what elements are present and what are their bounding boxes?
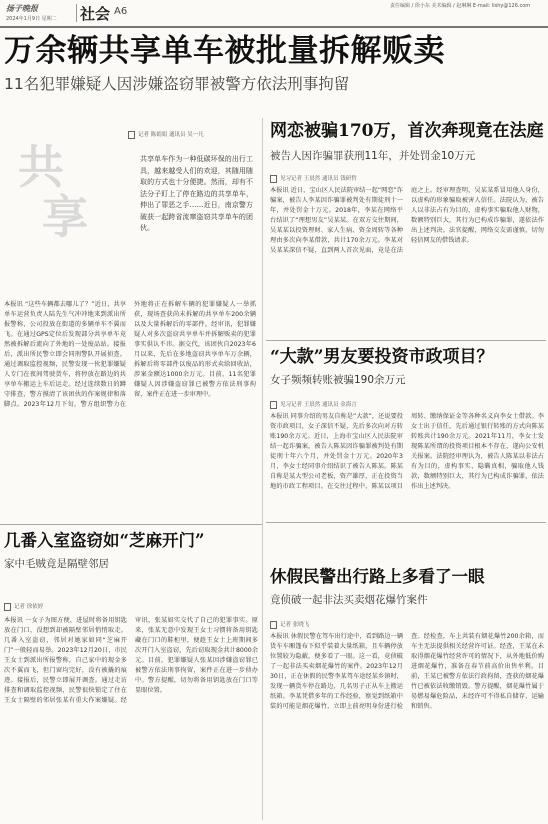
story2-headline: “大款”男友要投资市政项目？: [270, 347, 494, 367]
section-name: 社会: [80, 5, 111, 23]
story1-body: 本报讯 近日，宝山区人民法院审结一起“网恋”诈骗案，被告人李某因诈骗罪被判处有期徒刑十一年，并处罚金十万元。2018年，李某在网络平台结识了“理想男友”吴某某。在双方交往期间，吴某某以投资理财、家人生病、资金周转等各种理由多次向李某借款，共计170余万元。李某对吴某某深信不疑，直到两人首次见面，竟是在法庭之上。经审理查明，吴某某系冒用他人身份，以虚构的形象骗取被害人信任。法院认为，被告人以非法占有为目的，虚构事实骗取他人财物，数额特别巨大，其行为已构成诈骗罪，遂依法作出上述判决。法官提醒，网络交友需谨慎，切勿轻信网友的借钱请求。: [270, 187, 544, 254]
section-separator: [0, 524, 262, 525]
story3-byline: [4, 602, 124, 611]
page-number: A6: [114, 6, 128, 17]
story3-byline-text: 记者 徐依婷: [14, 604, 44, 610]
lead-story: [0, 118, 260, 524]
story3-body: 本报讯 一女子为图方便，进屋时将备用钥匙放在门口，没想到却被隔壁邻居悄悄取走。几番入室盗窃，邻居对她家如同“芝麻开门”一般轻而易举。2023年12月20日，市民王女士到派出所报警称，自己家中的现金多次不翼而飞，但门窗均完好，没有被撬的痕迹。接报后，民警立即展开调查。通过走访排查和调取监控视频，民警很快锁定了住在王女士隔壁的邻居张某有重大作案嫌疑。经审讯，张某如实交代了自己的犯罪事实。原来，张某无意中发现王女士习惯将备用钥匙藏在门口的鞋柜里，便趁王女士上班期间多次开门入室盗窃，先后窃取现金共计8000余元。目前，犯罪嫌疑人张某因涉嫌盗窃罪已被警方依法刑事拘留，案件正在进一步侦办中。警方提醒，切勿将备用钥匙放在门口等显眼位置。: [4, 617, 258, 704]
story4-byline: [270, 620, 390, 629]
lead-body: 本报讯 “这些车辆都去哪儿了？”近日，共享单车运营负责人陆先生气冲冲地来到派出所报警称，公司投放在街道的多辆单车不翼而飞。在通过GPS定位后发现部分共享单车竟然被拆解后流向了外地的一处废品站。接报后，派出所民警立即会同刑警队开展侦查。通过调取监控视频，民警发现一伙犯罪嫌疑人专门在夜间驾驶货车，将停放在路边的共享单车搬运上车后运走。经过连续数日的蹲守排查，警方摸清了该团伙的作案规律和落脚点。2023年12月下旬，警方组织警力在外地将正在拆解车辆的犯罪嫌疑人一举抓获，现场查获尚未拆解的共享单车200余辆以及大量拆解后的零部件。经审讯，犯罪嫌疑人对多次盗窃共享单车并拆解贩卖的犯罪事实供认不讳。据交代，该团伙自2023年6月以来，先后在多地盗窃共享单车万余辆，拆解后将零部件以废品的形式卖给回收站，涉案金额达1000余万元。目前，11名犯罪嫌疑人因涉嫌盗窃罪已被警方依法刑事拘留，案件正在进一步审理中。: [4, 301, 256, 408]
story4-subhead: 竟侦破一起非法买卖烟花爆竹案件: [270, 594, 428, 606]
story2-byline: [270, 400, 410, 409]
vertical-char: 共: [18, 140, 64, 194]
masthead-rule: [0, 26, 548, 28]
story-fake-rich-boyfriend: [266, 344, 548, 520]
story3-subhead: 家中毛贼竟是隔壁邻居: [4, 558, 109, 570]
newspaper-logo: 扬子晚报: [6, 3, 38, 13]
vertical-char: 享: [42, 190, 88, 244]
lead-intro: 共享单车作为一种低碳环保的出行工具，越来越受人们的欢迎，其随用随取的方式也十分便捷。然而，却有不法分子盯上了停在路边的共享单车，伸出了罪恶之手……近日，南京警方破获一起跨省流窜盗窃共享单车的团伙。: [140, 155, 253, 232]
section-divider: [76, 4, 77, 22]
document-icon: [4, 603, 11, 611]
lead-byline-text: 记者 陈娟娟 通讯员 吴一凡: [138, 132, 204, 138]
document-icon: [270, 621, 277, 629]
document-icon: [270, 175, 277, 183]
story-neighbor-burglary: [0, 526, 262, 824]
document-icon: [128, 131, 135, 139]
masthead: [0, 0, 548, 32]
main-subhead: 11名犯罪嫌疑人因涉嫌盗窃罪被警方依法刑事拘留: [4, 75, 350, 93]
story1-headline: 网恋被骗170万，首次奔现竟在法庭: [270, 121, 544, 141]
story-separator: [266, 340, 546, 341]
story2-subhead: 女子频频转账被骗190余万元: [270, 374, 406, 386]
document-icon: [270, 401, 277, 409]
story4-headline: 休假民警出行路上多看了一眼: [270, 567, 485, 586]
story2-byline-text: 见习记者 王晨然 通讯员 金海言: [280, 402, 357, 408]
story2-body: 本报讯 同事介绍的男友自称是“大款”，还说要投资市政项目，女子深信不疑，先后多次向对方转账190余万元。近日，上海市宝山区人民法院审结一起诈骗案，被告人陈某因诈骗罪被判处有期徒刑十年六个月，并处罚金十万元。2020年3月，李女士经同事介绍结识了被告人陈某。陈某自称是某大型公司老板，资产雄厚，正在投资当地的市政工程项目。在交往过程中，陈某以项目周转、缴纳保证金等各种名义向李女士借款。李女士出于信任，先后通过银行转账的方式向陈某转账共计190余万元。2021年11月，李女士发现陈某所谓的投资项目根本不存在，遂向公安机关报案。法院经审理认为，被告人陈某以非法占有为目的，虚构事实、隐瞒真相，骗取他人钱款，数额特别巨大，其行为已构成诈骗罪，依法作出上述判决。: [270, 413, 544, 490]
lead-byline: [128, 130, 253, 139]
column-divider: [262, 118, 263, 820]
story1-subhead: 被告人因诈骗罪获刑11年，并处罚金10万元: [270, 150, 476, 162]
story1-byline-text: 见习记者 王晨然 通讯员 钱研哲: [280, 176, 357, 182]
story3-headline: 几番入室盗窃如“芝麻开门”: [4, 531, 205, 550]
story4-byline-text: 记者 张晓飞: [280, 622, 310, 628]
issue-date: 2024年1月9日 星期二: [6, 16, 57, 22]
story4-body: 本报讯 休假民警在驾车出行途中，看到路边一辆货车车厢篷布下似乎装着大量纸箱，且车辆停放位置较为隐蔽，便多看了一眼。这一看，竟侦破了一起非法买卖烟花爆竹的案件。2023年12月30日，正在休假的民警李某驾车途经某乡镇时，发现一辆货车停在路边，几名男子正从车上搬运纸箱。李某凭借多年的工作经验，察觉到纸箱中装的可能是烟花爆竹，立即上前亮明身份进行检查。经检查，车上共装有烟花爆竹200余箱，而车主无法提供相关经营许可证。经查，王某在未取得烟花爆竹经营许可的情况下，从外地低价购进烟花爆竹，准备在春节前高价出售牟利。目前，王某已被警方依法行政拘留，查获的烟花爆竹已被依法收缴销毁。警方提醒，烟花爆竹属于易燃易爆危险品，未经许可不得私自储存、运输和销售。: [270, 633, 544, 710]
main-headline: 万余辆共享单车被批量拆解贩卖: [4, 33, 445, 69]
section-separator: [266, 522, 546, 523]
editor-credits: 责任编辑 / 徐小东 美术编辑 / 赵琳琳 E-mail: lishy@126.com: [390, 3, 531, 9]
story1-byline: [270, 174, 410, 183]
story-fireworks-case: [266, 526, 548, 824]
story-online-dating-fraud: [266, 118, 548, 338]
